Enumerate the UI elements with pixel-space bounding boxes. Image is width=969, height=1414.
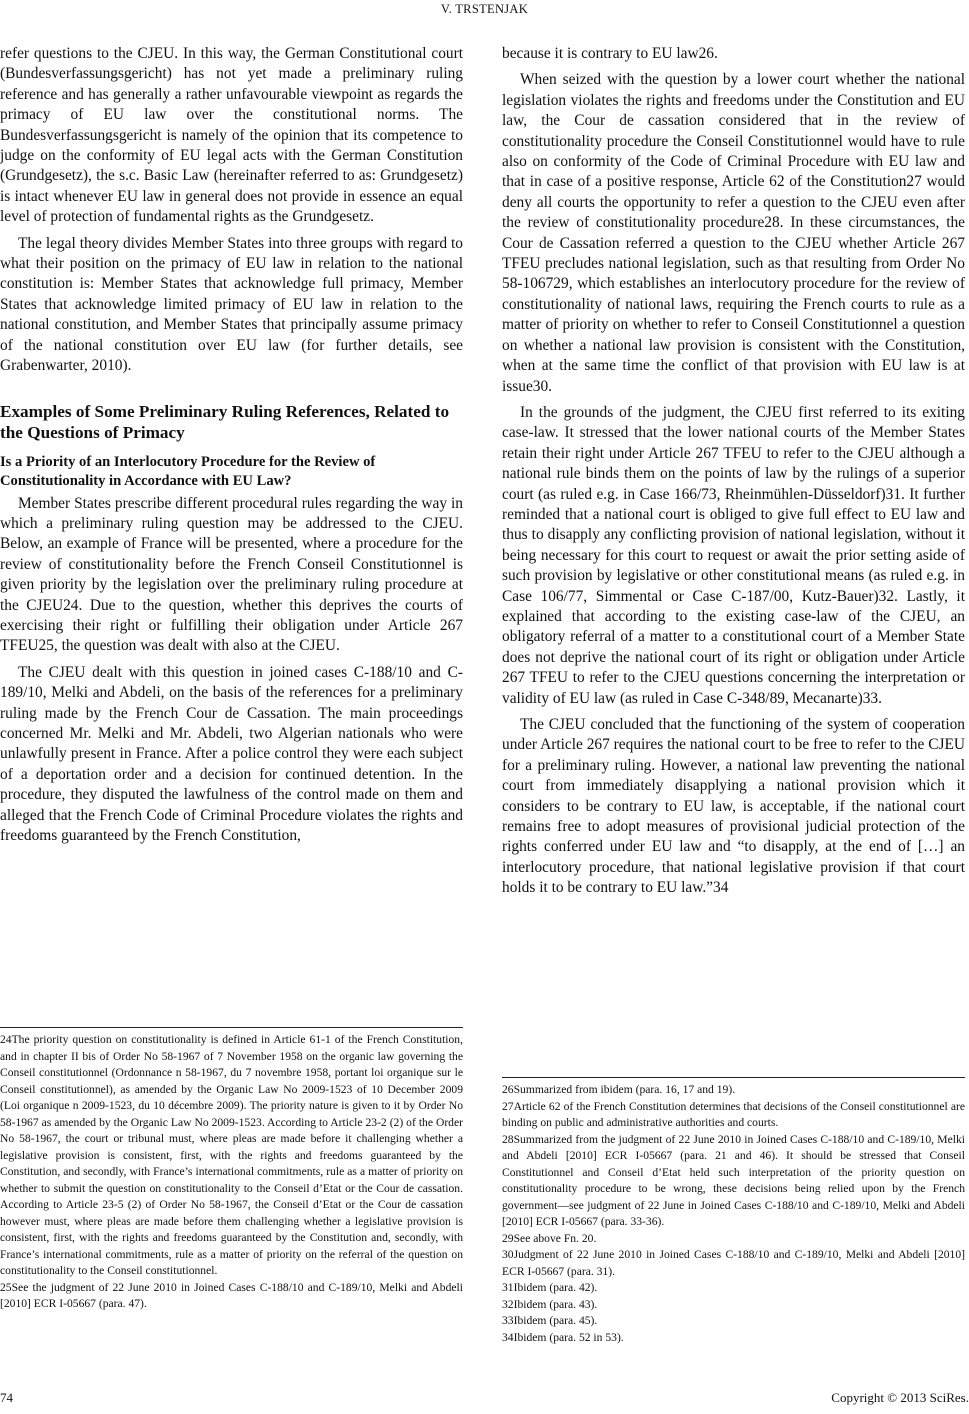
- right-footnote-rule: [502, 1077, 965, 1078]
- footnote-25: 25See the judgment of 22 June 2010 in Joined Cases C-188/10 and C-189/10, Melki and Abdeli [2010] ECR I-05667 (para. 47).: [0, 1280, 463, 1310]
- left-paragraph-4: The CJEU dealt with this question in joined cases C-188/10 and C-189/10, Melki and Abdeli, on the basis of the references for a preliminary ruling made by the French Cour de Cassation. The main proceedings concerned Mr. Melki and Mr. Abdeli, two Algerian nationals who were unlawfully present in France. After a police control they were each subject of a deportation order and a decision for continued detention. In the procedure, they disputed the lawfulness of the control made on them and alleged that the French Code of Criminal Procedure violates the rights and freedoms guaranteed by the French Constitution,: [0, 663, 463, 844]
- right-paragraph-3: In the grounds of the judgment, the CJEU first referred to its exiting case-law. It stressed that the lower national courts of the Member States retain their right under Article 267 TFEU to refer to the CJEU although a national rule binds them on the points of law by the rulings of a superior court (as ruled e.g. in Case 166/73, Rheinmühlen-Düsseldorf)31. It further reminded that a national court is obliged to give full effect to EU law and thus to disapply any conflicting provision of national legislation, without it being necessary for this court to request or await the prior setting aside of such provision by legislative or other constitutional means (as ruled e.g. in Case 106/77, Simmental or Case C-187/00, Kutz-Bauer)32. Lastly, it explained that according to the existing case-law of the CJEU, an obligatory referral of a matter to a constitutional court of a Member State does not deprive the national court of its right or obligation under Article 267 TFEU to refer to the CJEU questions concerning the interpretation or validity of EU law (as ruled in Case C-348/89, Mecanarte)33.: [502, 403, 965, 707]
- right-paragraph-4: The CJEU concluded that the functioning of the system of cooperation under Article 267 requires the national court to be free to refer to the CJEU for a preliminary ruling. However, a national law preventing the national court from immediately disapplying a national provision which it considers to be contrary to EU law, is acceptable, if the national court remains free to adopt measures of provisional judicial protection of the rights conferred under EU law and “to disapply, at the end of […] an interlocutory procedure, that national legislative provision if that court holds it to be contrary to EU law.”34: [502, 716, 965, 897]
- footnote-33: 33Ibidem (para. 45).: [502, 1314, 598, 1327]
- footnote-32: 32Ibidem (para. 43).: [502, 1297, 598, 1311]
- left-paragraph-1: refer questions to the CJEU. In this way, the German Constitutional court (Bundesverfassungsgericht) has not yet made a preliminary ruling reference and has generally a rather unfavourable viewpoint as regards the primacy of EU law over the constitutional norms. The Bundesverfassungsgericht is namely of the opinion that its competence to judge on the conformity of EU legal acts with the German Constitution (Grundgesetz), the s.c. Basic Law (hereinafter referred to as: Grundgesetz) is intact whenever EU law in general does not provide in essence an equal level of protection of fundamental rights as the Grundgesetz.: [0, 45, 463, 226]
- right-footnotes: [502, 1082, 965, 1346]
- section-heading: Examples of Some Preliminary Ruling References, Related to the Questions of Primacy: [0, 401, 450, 442]
- footnote-34: 34Ibidem (para. 52 in 53).: [502, 1330, 624, 1344]
- left-column: [0, 44, 463, 852]
- running-head: V. TRSTENJAK: [440, 2, 529, 16]
- copyright-notice: Copyright © 2013 SciRes.: [831, 1390, 969, 1405]
- footnote-27: 27Article 62 of the French Constitution determines that decisions of the Conseil constitutionnel are binding on public and administrative authorities and courts.: [502, 1099, 965, 1129]
- right-paragraph-1: because it is contrary to EU law26.: [502, 45, 718, 62]
- footnote-26: 26Summarized from ibidem (para. 16, 17 and 19).: [502, 1083, 736, 1096]
- subsection-heading: Is a Priority of an Interlocutory Procedure for the Review of Constitutionality in Accordance with EU Law?: [0, 453, 376, 489]
- footnote-28: 28Summarized from the judgment of 22 June 2010 in Joined Cases C-188/10 and C-189/10, Melki and Abdeli [2010] ECR I-05667 (para. 21 and 46). It should be stressed that Conseil Constitutionnel and Conseil d’Etat held such interpretation of the priority question on constitutionality procedure to be wrong, these decisions being relied upon by the French government—see judgment of 22 June in Joined Cases C-188/10 and C-189/10, Melki and Abdeli [2010] ECR I-05667 (para. 33-36).: [502, 1132, 965, 1228]
- left-paragraph-3: Member States prescribe different procedural rules regarding the way in which a preliminary ruling question may be addressed to the CJEU. Below, an example of France will be presented, where a procedure for the review of constitutionality before the French Conseil Constitutionnel is given priority by the legislation over the preliminary ruling procedure at the CJEU24. Due to the question, whether this deprives the courts of exercising their right or fulfilling their obligation under Article 267 TFEU25, the question was dealt with also at the CJEU.: [0, 494, 463, 655]
- left-footnote-rule: [0, 1027, 463, 1028]
- left-footnotes: [0, 1032, 463, 1313]
- footnote-24: 24The priority question on constitutionality is defined in Article 61-1 of the French Constitution, and in chapter II bis of Order No 58-1967 of 7 November 1958 on the organic law governing the Conseil constitutionnel (Ordonnance n 58-1967, du 7 novembre 1958, portant loi organique sur le Conseil constitutionnel), as amended by the Organic Law No 2009-1523 of 10 December 2009 (Loi organique n 2009-1523, du 10 décembre 2009). The priority nature is given to it by Order No 58-1967 as amended by the Organic Law No 2009-1523. According to Article 23-2 (2) of the Order No 58-1967, the court or tribunal must, where pleas are made before it challenging whether a legislative provision is consistent, first, with the rights and freedoms guaranteed by the Constitution, and secondly, with France’s international commitments, rule as a matter of priority on whether to submit the question on constitutionality to the Conseil d’Etat or the Cour de cassation. According to Article 23-5 (2) of Order No 58-1967, the Conseil d’Etat or the Cour de cassation however must, where pleas are made before them challenging whether a legislative provision is consistent, first, with the rights and freedoms guaranteed by the Constitution and, secondly, with France’s international commitments, rule as a matter of priority on the referral of the question on constitutionality to the Conseil constitutionnel.: [0, 1033, 463, 1277]
- footnote-29: 29See above Fn. 20.: [502, 1231, 597, 1245]
- footnote-30: 30Judgment of 22 June 2010 in Joined Cases C-188/10 and C-189/10, Melki and Abdeli [2010] ECR I-05667 (para. 31).: [502, 1248, 965, 1278]
- right-column: [502, 44, 965, 905]
- left-paragraph-2: The legal theory divides Member States into three groups with regard to what their position on the primacy of EU law in relation to the national constitution is: Member States that acknowledge full primacy, Member States that acknowledge limited primacy of EU law in relation to the national constitution, and Member States that principally assume primacy of the national constitution over EU law (for further details, see Grabenwarter, 2010).: [0, 234, 463, 375]
- right-paragraph-2: When seized with the question by a lower court whether the national legislation violates the rights and freedoms under the Constitution and EU law, the Cour de cassation considered that in the review of constitutionality procedure the Conseil Constitutionnel would have to rule also on conformity of the Code of Criminal Procedure with EU law and that in case of a positive response, Article 62 of the Constitution27 would deny all courts the opportunity to refer a question to the CJEU even after the review of constitutionality procedure28. In these circumstances, the Cour de Cassation referred a question to the CJEU whether Article 267 TFEU precludes national legislation, such as that resulting from Order No 58-106729, which establishes an interlocutory procedure for the review of constitutionality of national laws, requiring the French courts to rule as a matter of priority on whether to refer to Conseil Constitutionnel a question on whether a national law provision is consistent with the Constitution, when at the same time the conflict of that provision with EU law is at issue30.: [502, 71, 965, 395]
- page-number: 74: [0, 1390, 13, 1405]
- footnote-31: 31Ibidem (para. 42).: [502, 1281, 598, 1294]
